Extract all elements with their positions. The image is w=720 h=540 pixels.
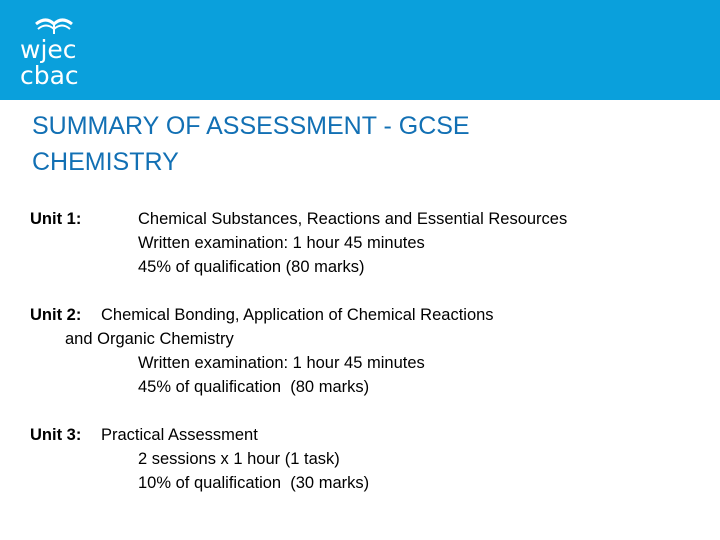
unit-1-line-1: Chemical Substances, Reactions and Essential Resources [138,210,568,228]
unit-3-line-1: Practical Assessment [101,426,258,444]
title-line-1: SUMMARY OF ASSESSMENT - GCSE [32,112,470,140]
unit-2-line-4: 45% of qualification (80 marks) [138,378,370,396]
wjec-logo [20,10,90,90]
unit-1-label: Unit 1: [30,210,82,228]
unit-3-line-3: 10% of qualification (30 marks) [138,474,370,492]
unit-3-line-2: 2 sessions x 1 hour (1 task) [138,450,340,468]
unit-1-line-2: Written examination: 1 hour 45 minutes [138,234,425,252]
logo-text-wjec: wjec [20,35,77,64]
book-icon [32,10,76,36]
page-title [32,108,652,180]
unit-2-line-3: Written examination: 1 hour 45 minutes [138,354,425,372]
unit-2-line-1: Chemical Bonding, Application of Chemical Reactions [101,306,494,324]
title-line-2: CHEMISTRY [32,148,179,176]
unit-3-label: Unit 3: [30,426,82,444]
unit-2-line-2: and Organic Chemistry [65,330,234,348]
logo-text-cbac: cbac [20,61,79,90]
header-bar [0,0,720,100]
unit-1-line-3: 45% of qualification (80 marks) [138,258,365,276]
unit-2-label: Unit 2: [30,306,82,324]
